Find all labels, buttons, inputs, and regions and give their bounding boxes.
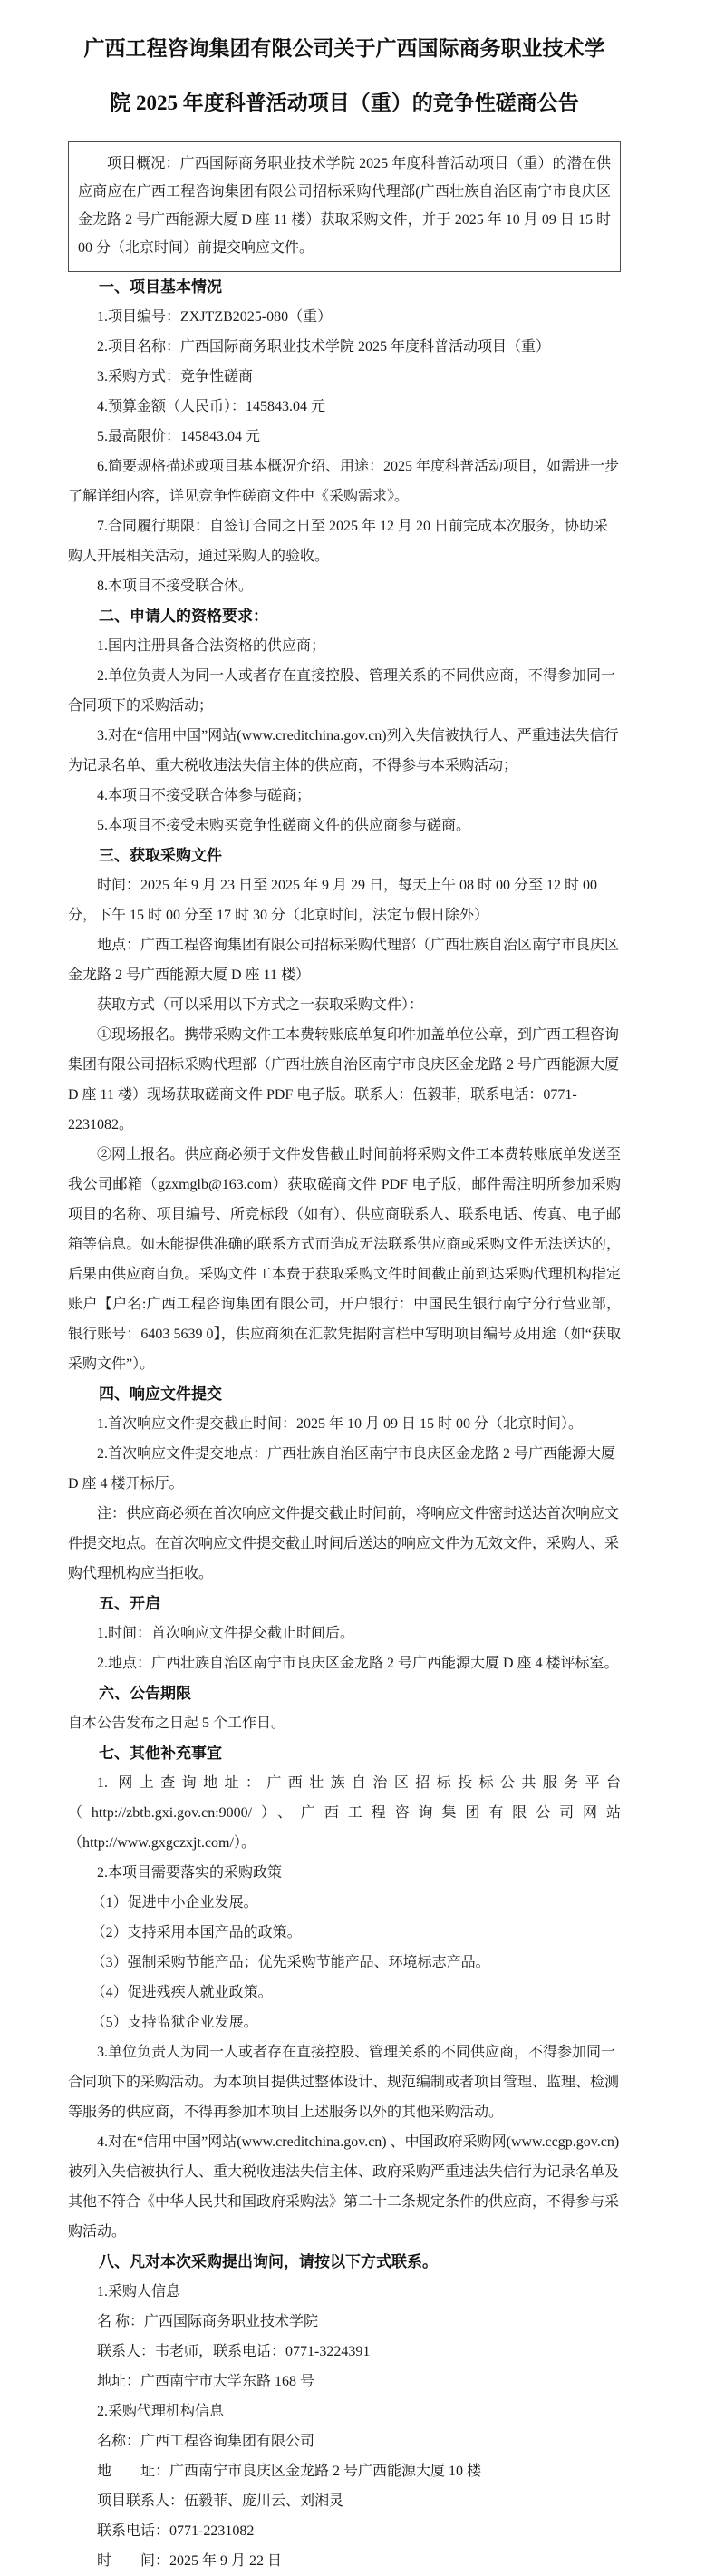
submission-location-line: 2.首次响应文件提交地点：广西壮族自治区南宁市良庆区金龙路 2 号广西能源大厦 D 座 4 楼开标厅。 — [68, 1446, 616, 1492]
section-other-matters — [68, 1738, 621, 2247]
max-price-line: 5.最高限价：145843.04 元 — [97, 429, 261, 444]
online-registration-line: ②网上报名。供应商必须于文件发售截止时间前将采购文件工本费转账底单发送至我公司邮箱（gzxmglb@163.com）获取磋商文件 PDF 电子版，邮件需注明所参加采购项目的名称、项目编号、所竞标段（如有）、供应商联系人、联系电话、传真、电子邮箱等信息。如未能提供准确的联系方式而造成无法联系供应商或采购文件无法送达的，后果由供应商自负。采购文件工本费于获取采购文件时间截止前到达采购代理机构指定账户【户名:广西工程咨询集团有限公司，开户银行：中国民生银行南宁分行营业部，银行账号：6403 5639 0】，供应商须在汇款凭据附言栏中写明项目编号及用途（如“获取采购文件”）。 — [68, 1147, 621, 1372]
policy-item: （1）促进中小企业发展。 — [91, 1895, 258, 1910]
obtain-location-line: 地点：广西工程咨询集团有限公司招标采购代理部（广西壮族自治区南宁市良庆区金龙路 2 号广西能源大厦 D 座 11 楼） — [68, 938, 620, 983]
paragraph: 1.国内注册具备合法资格的供应商； — [97, 638, 326, 654]
contract-period-line: 7.合同履行期限：自签订合同之日至 2025 年 12 月 20 日前完成本次服务，协助采购人开展相关活动，通过采购人的验收。 — [68, 519, 609, 564]
project-number-line: 1.项目编号：ZXJTZB2025-080（重） — [97, 309, 333, 325]
buyer-contact-line: 联系人：韦老师，联系电话：0771-3224391 — [97, 2344, 371, 2359]
onsite-registration-line: ①现场报名。携带采购文件工本费转账底单复印件加盖单位公章，到广西工程咨询集团有限公司招标采购代理部（广西壮族自治区南宁市良庆区金龙路 2 号广西能源大厦 D 座 11 楼）现场获取磋商文件 PDF 电子版。联系人：伍毅菲，联系电话：0771-2231082。 — [68, 1027, 620, 1132]
document-content — [68, 22, 621, 2576]
agency-address-line: 地 址：广西南宁市良庆区金龙路 2 号广西能源大厦 10 楼 — [97, 2464, 482, 2479]
section-qualification-heading: 二、申请人的资格要求： — [99, 608, 268, 625]
policy-item: （4）促进残疾人就业政策。 — [91, 1985, 273, 2000]
policy-item: （5）支持监狱企业发展。 — [91, 2015, 258, 2030]
spec-description-line: 6.简要规格描述或项目基本概况介绍、用途：2025 年度科普活动项目，如需进一步了解详细内容，详见竞争性磋商文件中《采购需求》。 — [68, 459, 620, 504]
agency-info-label: 2.采购代理机构信息 — [97, 2404, 225, 2419]
agency-name-line: 名称：广西工程咨询集团有限公司 — [97, 2434, 315, 2449]
submission-note-line: 注：供应商必须在首次响应文件提交截止时间前，将响应文件密封送达首次响应文件提交地点。在首次响应文件提交截止时间后送达的响应文件为无效文件，采购人、采购代理机构应当拒收。 — [68, 1506, 620, 1581]
announcement-period-line: 自本公告发布之日起 5 个工作日。 — [68, 1716, 286, 1731]
paragraph: 3.单位负责人为同一人或者存在直接控股、管理关系的不同供应商，不得参加同一合同项下的采购活动。为本项目提供过整体设计、规范编制或者项目管理、监理、检测等服务的供应商，不得再参加本项目上述服务以外的其他采购活动。 — [68, 2045, 620, 2120]
policy-item: （2）支持采用本国产品的政策。 — [91, 1925, 302, 1940]
section-basic-info — [68, 272, 621, 601]
page-title — [68, 22, 621, 131]
page-title-line-2: 院 2025 年度科普活动项目（重）的竞争性磋商公告 — [110, 92, 579, 114]
project-overview-text: 项目概况：广西国际商务职业技术学院 2025 年度科普活动项目（重）的潜在供应商应在广西工程咨询集团有限公司招标采购代理部(广西壮族自治区南宁市良庆区金龙路 2 号广西能源大厦 D 座 11 楼）获取采购文件，并于 2025 年 10 月 09 日 15 时 00 分（北京时间）前提交响应文件。 — [78, 156, 611, 256]
online-query-address-line: 1. 网上查询地址：广西壮族自治区招标投标公共服务平台（http://zbtb.gxi.gov.cn:9000/）、广西工程咨询集团有限公司网站（http://www.gxgczxjt.com/）。 — [68, 1775, 621, 1851]
announcement-date-line: 时 间：2025 年 9 月 22 日 — [97, 2553, 283, 2569]
buyer-info-label: 1.采购人信息 — [97, 2284, 181, 2299]
obtain-method-line: 获取方式（可以采用以下方式之一获取采购文件）： — [97, 997, 424, 1013]
opening-time-line: 1.时间：首次响应文件提交截止时间后。 — [97, 1626, 355, 1641]
section-other-matters-heading: 七、其他补充事宜 — [99, 1745, 222, 1762]
paragraph: 2.单位负责人为同一人或者存在直接控股、管理关系的不同供应商，不得参加同一合同项下的采购活动； — [68, 668, 616, 714]
agency-phone-line: 联系电话：0771-2231082 — [97, 2523, 255, 2539]
section-qualification — [68, 601, 621, 841]
section-opening — [68, 1589, 621, 1678]
paragraph: 4.对在“信用中国”网站(www.creditchina.gov.cn) 、中国政府采购网(www.ccgp.gov.cn)被列入失信被执行人、重大税收违法失信主体、政府采购严重违法失信行为记录名单及其他不符合《中华人民共和国政府采购法》第二十二条规定条件的供应商，不得参与采购活动。 — [68, 2134, 620, 2240]
opening-location-line: 2.地点：广西壮族自治区南宁市良庆区金龙路 2 号广西能源大厦 D 座 4 楼评标室。 — [97, 1656, 619, 1671]
procurement-method-line: 3.采购方式：竞争性磋商 — [97, 369, 254, 384]
section-basic-info-heading: 一、项目基本情况 — [99, 278, 222, 296]
section-contact-heading: 八、凡对本次采购提出询问，请按以下方式联系。 — [99, 2253, 438, 2270]
buyer-address-line: 地址：广西南宁市大学东路 168 号 — [97, 2374, 315, 2389]
budget-line: 4.预算金额（人民币）：145843.04 元 — [97, 399, 326, 414]
agency-contacts-line: 项目联系人：伍毅菲、庞川云、刘湘灵 — [97, 2493, 344, 2509]
project-name-line: 2.项目名称：广西国际商务职业技术学院 2025 年度科普活动项目（重） — [97, 339, 551, 355]
submission-deadline-line: 1.首次响应文件提交截止时间：2025 年 10 月 09 日 15 时 00 分（北京时间）。 — [97, 1416, 584, 1432]
section-opening-heading: 五、开启 — [99, 1595, 160, 1612]
paragraph: 3.对在“信用中国”网站(www.creditchina.gov.cn)列入失信被执行人、严重违法失信行为记录名单、重大税收违法失信主体的供应商，不得参与本采购活动； — [68, 728, 619, 773]
paragraph: 5.本项目不接受未购买竞争性磋商文件的供应商参与磋商。 — [97, 818, 471, 833]
no-consortium-line: 8.本项目不接受联合体。 — [97, 578, 254, 594]
buyer-name-line: 名 称：广西国际商务职业技术学院 — [97, 2314, 319, 2329]
section-response-submission — [68, 1379, 621, 1589]
paragraph: 4.本项目不接受联合体参与磋商； — [97, 788, 312, 803]
procurement-policy-line: 2.本项目需要落实的采购政策 — [97, 1865, 283, 1881]
obtain-time-line: 时间：2025 年 9 月 23 日至 2025 年 9 月 29 日，每天上午 08 时 00 分至 12 时 00 分，下午 15 时 00 分至 17 时 30 分（北京时间，法定节假日除外） — [68, 878, 598, 923]
section-contact — [68, 2247, 621, 2576]
section-response-submission-heading: 四、响应文件提交 — [99, 1385, 222, 1403]
section-announcement-period-heading: 六、公告期限 — [99, 1685, 191, 1702]
page-title-line-1: 广西工程咨询集团有限公司关于广西国际商务职业技术学 — [83, 37, 605, 60]
project-overview-box — [68, 141, 621, 272]
policy-item: （3）强制采购节能产品；优先采购节能产品、环境标志产品。 — [91, 1955, 490, 1970]
section-announcement-period — [68, 1678, 621, 1738]
section-obtain-documents-heading: 三、获取采购文件 — [99, 847, 222, 864]
section-obtain-documents — [68, 841, 621, 1379]
